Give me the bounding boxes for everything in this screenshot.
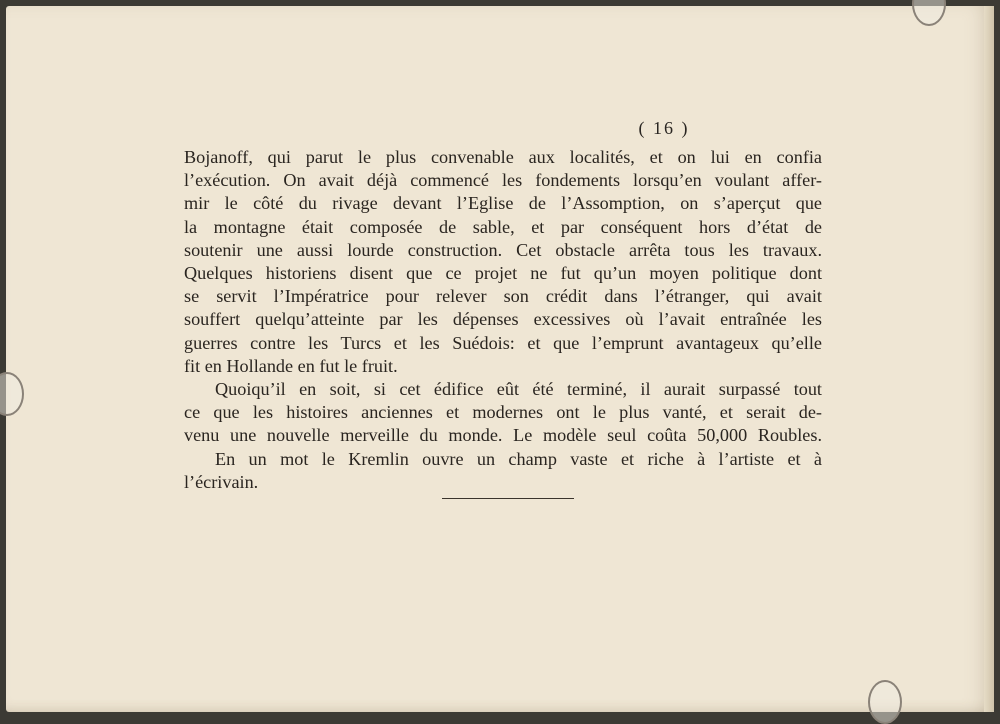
text-line: Quelques historiens disent que ce projet ne fut qu’un moyen politique dont [184,263,822,284]
text-line: se servit l’Impératrice pour relever son crédit dans l’étranger, qui avait [184,286,822,307]
section-rule [442,498,574,499]
page-number-text: ( 16 ) [638,118,690,138]
page-clip-bottom-right [868,680,902,724]
text-line: ce que les histoires anciennes et modernes ont le plus vanté, et serait de- [184,402,822,423]
text-line: Quoiqu’il en soit, si cet édifice eût été terminé, il aurait surpassé tout [215,379,822,400]
text-line: guerres contre les Turcs et les Suédois: et que l’emprunt avantageux qu’elle [184,332,822,353]
text-line: soutenir une aussi lourde construction. Cet obstacle arrêta tous les travaux. [184,239,822,260]
text-line: venu une nouvelle merveille du monde. Le modèle seul coûta 50,000 Roubles. [184,425,822,446]
page-number [6,118,994,139]
body-text [184,146,822,494]
text-line: l’exécution. On avait déjà commencé les fondements lorsqu’en voulant affer- [184,170,822,191]
book-page [6,6,994,712]
text-line: l’écrivain. [184,471,259,492]
text-line: Bojanoff, qui parut le plus convenable aux localités, et on lui en confia [184,147,822,167]
text-line: fit en Hollande en fut le fruit. [184,355,398,376]
text-line: souffert quelqu’atteinte par les dépenses excessives où l’avait entraînée les [184,309,822,330]
text-line: la montagne était composée de sable, et par conséquent hors d’état de [184,216,822,237]
text-line: mir le côté du rivage devant l’Eglise de l’Assomption, on s’aperçut que [184,193,822,214]
page-edge [984,6,994,712]
text-line: En un mot le Kremlin ouvre un champ vaste et riche à l’artiste et à [215,448,822,469]
